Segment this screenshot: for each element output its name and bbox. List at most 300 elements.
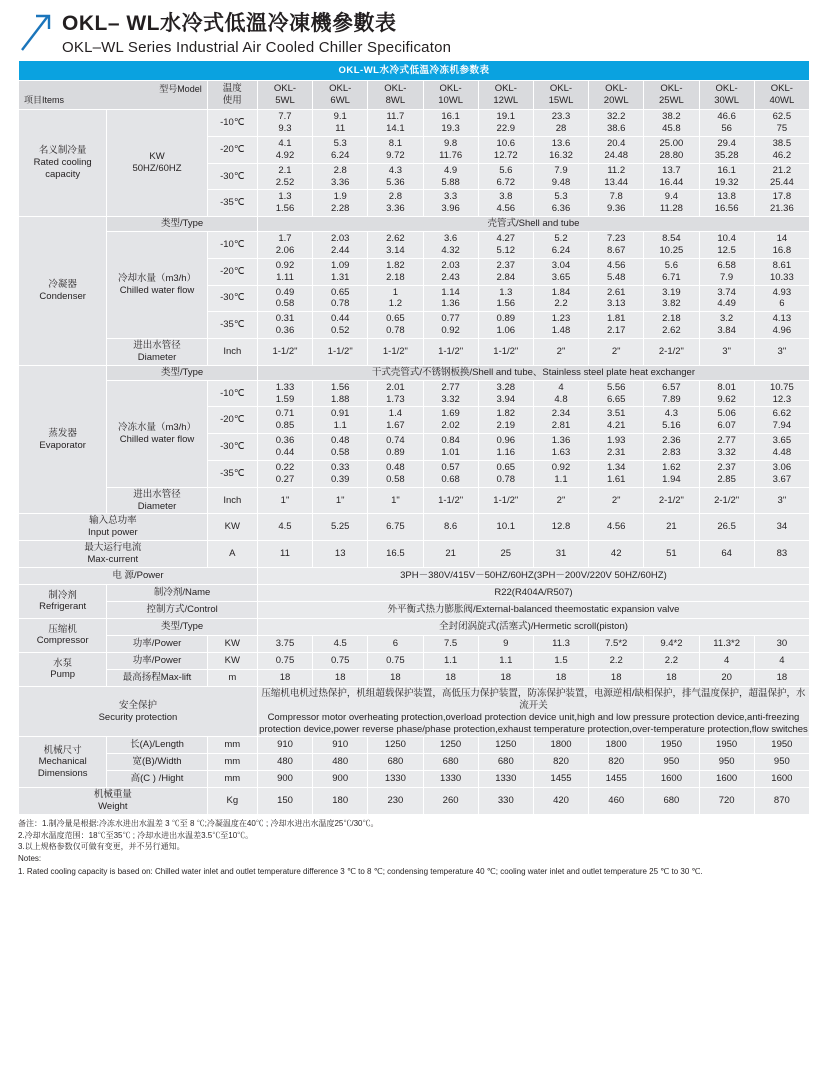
table-row <box>19 232 810 259</box>
value-cell: 32.2 38.6 <box>589 110 644 137</box>
header-model-6: OKL- 15WL <box>533 81 588 110</box>
value-cell: 3.65 4.48 <box>754 434 809 461</box>
dimension-value: 680 <box>368 754 423 771</box>
value-cell: 5.6 6.72 <box>478 163 533 190</box>
value-cell: 2.77 3.32 <box>423 380 478 407</box>
refrigerant-row-label: 制冷剂/Name <box>107 584 258 601</box>
value-cell: 5.3 6.24 <box>313 136 368 163</box>
diameter-unit: Inch <box>207 339 257 366</box>
value-cell: 1.69 2.02 <box>423 407 478 434</box>
temp-label: -20℃ <box>207 258 257 285</box>
value-cell: 1.34 1.61 <box>589 460 644 487</box>
temp-label: -20℃ <box>207 136 257 163</box>
value-cell: 10.4 12.5 <box>699 232 754 259</box>
arrow-logo-icon <box>18 10 56 54</box>
dimension-value: 1800 <box>589 737 644 754</box>
table-row <box>19 339 810 366</box>
value-cell: 0.22 0.27 <box>257 460 312 487</box>
value-cell: 0.33 0.39 <box>313 460 368 487</box>
dimension-label: 高(C ) /Hight <box>107 771 207 788</box>
value-cell: 0.71 0.85 <box>257 407 312 434</box>
dimension-value: 680 <box>478 754 533 771</box>
value-cell: 0.48 0.58 <box>313 434 368 461</box>
value-cell: 2.03 2.44 <box>313 232 368 259</box>
document-header <box>0 0 828 60</box>
value-cell: 0.36 0.44 <box>257 434 312 461</box>
dimension-label: 长(A)/Length <box>107 737 207 754</box>
section-name: 冷凝器 Condenser <box>19 217 107 366</box>
value-cell: 13.7 16.44 <box>644 163 699 190</box>
pump-lift-value: 18 <box>478 669 533 686</box>
header-model-1: OKL- 5WL <box>257 81 312 110</box>
compressor-power-value: 9.4*2 <box>644 635 699 652</box>
table-row <box>19 110 810 137</box>
value-cell: 5.56 6.65 <box>589 380 644 407</box>
diameter-value: 1-1/2" <box>423 487 478 514</box>
weight-value: 260 <box>423 788 478 815</box>
value-cell: 0.77 0.92 <box>423 312 478 339</box>
diameter-value: 1-1/2" <box>368 339 423 366</box>
weight-value: 720 <box>699 788 754 815</box>
input-power-value: 8.6 <box>423 514 478 541</box>
dimension-value: 480 <box>257 754 312 771</box>
diameter-unit: Inch <box>207 487 257 514</box>
value-cell: 0.91 1.1 <box>313 407 368 434</box>
diameter-value: 1-1/2" <box>478 339 533 366</box>
value-cell: 0.65 0.78 <box>368 312 423 339</box>
table-row <box>19 514 810 541</box>
dimension-value: 1800 <box>533 737 588 754</box>
value-cell: 2.34 2.81 <box>533 407 588 434</box>
value-cell: 62.5 75 <box>754 110 809 137</box>
compressor-power-unit: KW <box>207 635 257 652</box>
page-title-cn: OKL– WL水冷式低溫冷凍機參數表 <box>62 12 397 35</box>
value-cell: 9.8 11.76 <box>423 136 478 163</box>
table-row <box>19 584 810 601</box>
value-cell: 2.1 2.52 <box>257 163 312 190</box>
input-power-value: 34 <box>754 514 809 541</box>
temp-label: -20℃ <box>207 407 257 434</box>
dimension-value: 1455 <box>533 771 588 788</box>
value-cell: 38.2 45.8 <box>644 110 699 137</box>
value-cell: 3.06 3.67 <box>754 460 809 487</box>
temp-label: -35℃ <box>207 460 257 487</box>
pump-lift-value: 20 <box>699 669 754 686</box>
temp-label: -35℃ <box>207 312 257 339</box>
value-cell: 13.6 16.32 <box>533 136 588 163</box>
input-power-value: 4.5 <box>257 514 312 541</box>
value-cell: 3.3 3.96 <box>423 190 478 217</box>
pump-power-label: 功率/Power <box>107 652 207 669</box>
max-current-value: 11 <box>257 541 312 568</box>
dimension-value: 1600 <box>699 771 754 788</box>
value-cell: 2.01 1.73 <box>368 380 423 407</box>
refrigerant-section-name: 制冷剂 Refrigerant <box>19 584 107 618</box>
table-row <box>19 601 810 618</box>
max-current-unit: A <box>207 541 257 568</box>
input-power-unit: KW <box>207 514 257 541</box>
dimensions-section-name: 机械尺寸 Mechanical Dimensions <box>19 737 107 788</box>
value-cell: 17.8 21.36 <box>754 190 809 217</box>
value-cell: 0.49 0.58 <box>257 285 312 312</box>
type-value: 壳管式/Shell and tube <box>257 217 809 232</box>
temp-label: -10℃ <box>207 380 257 407</box>
value-cell: 3.8 4.56 <box>478 190 533 217</box>
temp-label: -30℃ <box>207 163 257 190</box>
table-row <box>19 788 810 815</box>
diameter-value: 2" <box>589 487 644 514</box>
note-line-3: 3.以上规格参数仅可做有变更，并不另行通知。 <box>18 842 185 852</box>
weight-value: 150 <box>257 788 312 815</box>
value-cell: 46.6 56 <box>699 110 754 137</box>
value-cell: 2.8 3.36 <box>313 163 368 190</box>
value-cell: 3.28 3.94 <box>478 380 533 407</box>
section-name: 名义制冷量 Rated cooling capacity <box>19 110 107 217</box>
value-cell: 4.9 5.88 <box>423 163 478 190</box>
value-cell: 9.4 11.28 <box>644 190 699 217</box>
value-cell: 7.8 9.36 <box>589 190 644 217</box>
pump-power-value: 0.75 <box>313 652 368 669</box>
value-cell: 3.74 4.49 <box>699 285 754 312</box>
value-cell: 0.84 1.01 <box>423 434 478 461</box>
input-power-value: 12.8 <box>533 514 588 541</box>
table-row <box>19 541 810 568</box>
value-cell: 2.03 2.43 <box>423 258 478 285</box>
max-current-value: 64 <box>699 541 754 568</box>
pump-power-value: 1.1 <box>478 652 533 669</box>
value-cell: 9.1 11 <box>313 110 368 137</box>
dimension-value: 480 <box>313 754 368 771</box>
header-model-8: OKL- 25WL <box>644 81 699 110</box>
table-row <box>19 61 810 81</box>
note-line-1: 备注：1.制冷量是根据:冷冻水进出水温差 3 ℃至 8 ℃;冷凝温度在40℃ ; 冷却水进出水温度25℃/30℃。 <box>18 819 379 829</box>
value-cell: 1.82 2.18 <box>368 258 423 285</box>
temp-label: -30℃ <box>207 434 257 461</box>
value-cell: 5.6 6.71 <box>644 258 699 285</box>
diameter-value: 3" <box>754 339 809 366</box>
value-cell: 5.3 6.36 <box>533 190 588 217</box>
dimension-value: 1330 <box>478 771 533 788</box>
value-cell: 1 1.2 <box>368 285 423 312</box>
value-cell: 29.4 35.28 <box>699 136 754 163</box>
band-title: OKL-WL水冷式低温冷冻机参数表 <box>19 61 810 81</box>
value-cell: 5.06 6.07 <box>699 407 754 434</box>
value-cell: 16.1 19.3 <box>423 110 478 137</box>
dimension-unit: mm <box>207 754 257 771</box>
value-cell: 1.84 2.2 <box>533 285 588 312</box>
unit-label: 冷冻水量（m3/h） Chilled water flow <box>107 380 207 487</box>
pump-lift-value: 18 <box>257 669 312 686</box>
dimension-value: 910 <box>313 737 368 754</box>
table-row <box>19 771 810 788</box>
table-row <box>19 217 810 232</box>
value-cell: 1.4 1.67 <box>368 407 423 434</box>
value-cell: 23.3 28 <box>533 110 588 137</box>
value-cell: 2.36 2.83 <box>644 434 699 461</box>
dimension-value: 1250 <box>423 737 478 754</box>
section-name: 蒸发器 Evaporator <box>19 365 107 514</box>
table-row <box>19 754 810 771</box>
table-row <box>19 737 810 754</box>
pump-lift-value: 18 <box>589 669 644 686</box>
value-cell: 4.27 5.12 <box>478 232 533 259</box>
security-text <box>257 686 809 737</box>
notes-block <box>0 815 828 877</box>
type-value: 干式壳管式/不锈钢板换/Shell and tube、Stainless steel plate heat exchanger <box>257 365 809 380</box>
pump-lift-unit: m <box>207 669 257 686</box>
table-row <box>19 487 810 514</box>
value-cell: 0.44 0.52 <box>313 312 368 339</box>
spec-table <box>18 60 810 815</box>
value-cell: 4.56 5.48 <box>589 258 644 285</box>
value-cell: 6.57 7.89 <box>644 380 699 407</box>
value-cell: 4.13 4.96 <box>754 312 809 339</box>
input-power-value: 6.75 <box>368 514 423 541</box>
value-cell: 1.62 1.94 <box>644 460 699 487</box>
value-cell: 14 16.8 <box>754 232 809 259</box>
weight-unit: Kg <box>207 788 257 815</box>
input-power-value: 5.25 <box>313 514 368 541</box>
value-cell: 2.37 2.85 <box>699 460 754 487</box>
diameter-value: 3" <box>754 487 809 514</box>
pump-power-value: 1.5 <box>533 652 588 669</box>
diameter-value: 3" <box>699 339 754 366</box>
compressor-power-value: 7.5 <box>423 635 478 652</box>
value-cell: 1.56 1.88 <box>313 380 368 407</box>
dimension-value: 900 <box>257 771 312 788</box>
dimension-value: 900 <box>313 771 368 788</box>
value-cell: 25.00 28.80 <box>644 136 699 163</box>
header-model-5: OKL- 12WL <box>478 81 533 110</box>
dimension-value: 1950 <box>699 737 754 754</box>
table-row <box>19 635 810 652</box>
value-cell: 0.48 0.58 <box>368 460 423 487</box>
dimension-unit: mm <box>207 737 257 754</box>
table-row <box>19 686 810 737</box>
refrigerant-row-value: 外平衡式热力膨胀阀/External-balanced theemostatic expansion valve <box>257 601 809 618</box>
type-label: 类型/Type <box>107 365 258 380</box>
table-row <box>19 567 810 584</box>
refrigerant-row-value: R22(R404A/R507) <box>257 584 809 601</box>
value-cell: 1.33 1.59 <box>257 380 312 407</box>
weight-label: 机械重量 Weight <box>19 788 208 815</box>
value-cell: 7.7 9.3 <box>257 110 312 137</box>
value-cell: 2.18 2.62 <box>644 312 699 339</box>
value-cell: 21.2 25.44 <box>754 163 809 190</box>
dimension-label: 宽(B)/Width <box>107 754 207 771</box>
max-current-value: 31 <box>533 541 588 568</box>
header-temp-use: 温度 使用 <box>207 81 257 110</box>
value-cell: 1.14 1.36 <box>423 285 478 312</box>
pump-lift-value: 18 <box>533 669 588 686</box>
dimension-value: 950 <box>699 754 754 771</box>
dimension-value: 1330 <box>368 771 423 788</box>
temp-label: -10℃ <box>207 232 257 259</box>
value-cell: 20.4 24.48 <box>589 136 644 163</box>
compressor-type-value: 全封闭涡旋式(活塞式)/Hermetic scroll(piston) <box>257 618 809 635</box>
note-line-2: 2.冷却水温度范围：18℃至35℃ ; 冷却水进出水温差3.5℃至10℃。 <box>18 830 254 840</box>
value-cell: 5.2 6.24 <box>533 232 588 259</box>
dimension-value: 950 <box>754 754 809 771</box>
value-cell: 4.93 6 <box>754 285 809 312</box>
dimension-value: 1330 <box>423 771 478 788</box>
diameter-value: 1-1/2" <box>478 487 533 514</box>
diameter-value: 1-1/2" <box>313 339 368 366</box>
value-cell: 2.62 3.14 <box>368 232 423 259</box>
weight-value: 870 <box>754 788 809 815</box>
pump-power-value: 1.1 <box>423 652 478 669</box>
unit-label: KW 50HZ/60HZ <box>107 110 207 217</box>
value-cell: 4.1 4.92 <box>257 136 312 163</box>
type-label: 类型/Type <box>107 217 258 232</box>
dimension-value: 1455 <box>589 771 644 788</box>
header-model-3: OKL- 8WL <box>368 81 423 110</box>
compressor-section-name: 压缩机 Compressor <box>19 618 107 652</box>
header-model-7: OKL- 20WL <box>589 81 644 110</box>
dimension-value: 680 <box>423 754 478 771</box>
value-cell: 1.09 1.31 <box>313 258 368 285</box>
value-cell: 3.51 4.21 <box>589 407 644 434</box>
value-cell: 1.23 1.48 <box>533 312 588 339</box>
power-source-label: 电 源/Power <box>19 567 258 584</box>
diameter-value: 2" <box>533 339 588 366</box>
dimension-value: 1250 <box>478 737 533 754</box>
value-cell: 11.2 13.44 <box>589 163 644 190</box>
value-cell: 6.58 7.9 <box>699 258 754 285</box>
value-cell: 16.1 19.32 <box>699 163 754 190</box>
pump-lift-value: 18 <box>644 669 699 686</box>
input-power-value: 21 <box>644 514 699 541</box>
refrigerant-row-label: 控制方式/Control <box>107 601 258 618</box>
value-cell: 3.6 4.32 <box>423 232 478 259</box>
dimension-value: 1950 <box>754 737 809 754</box>
pump-lift-value: 18 <box>313 669 368 686</box>
weight-value: 420 <box>533 788 588 815</box>
table-row <box>19 652 810 669</box>
value-cell: 1.82 2.19 <box>478 407 533 434</box>
value-cell: 1.36 1.63 <box>533 434 588 461</box>
max-current-value: 21 <box>423 541 478 568</box>
table-row <box>19 669 810 686</box>
value-cell: 4 4.8 <box>533 380 588 407</box>
value-cell: 2.77 3.32 <box>699 434 754 461</box>
notes-label: Notes: <box>18 853 42 863</box>
value-cell: 0.92 1.1 <box>533 460 588 487</box>
value-cell: 8.1 9.72 <box>368 136 423 163</box>
weight-value: 230 <box>368 788 423 815</box>
power-source-value: 3PH－380V/415V－50HZ/60HZ(3PH－200V/220V 50HZ/60HZ) <box>257 567 809 584</box>
diameter-value: 2-1/2" <box>644 339 699 366</box>
max-current-label: 最大运行电流 Max-current <box>19 541 208 568</box>
max-current-value: 83 <box>754 541 809 568</box>
value-cell: 4.3 5.16 <box>644 407 699 434</box>
security-text-en: Compressor motor overheating protection,overload protection device unit,high and low pressure protection device,anti-freezing protection device,power reverse phase/phase protection,exhaust temperature protection,over-temperature protection,flow switches <box>259 711 808 735</box>
value-cell: 3.2 3.84 <box>699 312 754 339</box>
value-cell: 0.74 0.89 <box>368 434 423 461</box>
dimension-value: 1950 <box>644 737 699 754</box>
compressor-power-value: 7.5*2 <box>589 635 644 652</box>
max-current-value: 42 <box>589 541 644 568</box>
diameter-label: 进出水管径 Diameter <box>107 487 207 514</box>
value-cell: 1.7 2.06 <box>257 232 312 259</box>
compressor-power-label: 功率/Power <box>107 635 207 652</box>
pump-power-unit: KW <box>207 652 257 669</box>
value-cell: 0.65 0.78 <box>313 285 368 312</box>
dimension-value: 1600 <box>754 771 809 788</box>
diameter-value: 2" <box>533 487 588 514</box>
security-text-cn: 压缩机电机过热保护，机组超载保护装置，高低压力保护装置，防冻保护装置，电源逆相/缺相保护，排气温度保护，超温保护，水流开关 <box>261 687 806 711</box>
note-line-4: 1. Rated cooling capacity is based on: Chilled water inlet and outlet temperature difference 3 ℃ to 8 ℃; condensing temperature 40 ℃; cooling water inlet and outlet temperature 25 ℃ to 30 ℃. <box>18 866 703 876</box>
pump-lift-value: 18 <box>754 669 809 686</box>
value-cell: 19.1 22.9 <box>478 110 533 137</box>
temp-label: -35℃ <box>207 190 257 217</box>
weight-value: 680 <box>644 788 699 815</box>
table-row <box>19 81 810 110</box>
diameter-value: 1" <box>313 487 368 514</box>
value-cell: 2.8 3.36 <box>368 190 423 217</box>
max-current-value: 16.5 <box>368 541 423 568</box>
value-cell: 10.75 12.3 <box>754 380 809 407</box>
header-model-4: OKL- 10WL <box>423 81 478 110</box>
value-cell: 3.04 3.65 <box>533 258 588 285</box>
diameter-value: 2-1/2" <box>699 487 754 514</box>
value-cell: 8.54 10.25 <box>644 232 699 259</box>
value-cell: 13.8 16.56 <box>699 190 754 217</box>
value-cell: 4.3 5.36 <box>368 163 423 190</box>
compressor-power-value: 11.3*2 <box>699 635 754 652</box>
diameter-value: 2-1/2" <box>644 487 699 514</box>
diameter-value: 1" <box>368 487 423 514</box>
value-cell: 1.3 1.56 <box>478 285 533 312</box>
dimension-value: 950 <box>644 754 699 771</box>
pump-power-value: 2.2 <box>589 652 644 669</box>
diameter-value: 2" <box>589 339 644 366</box>
value-cell: 6.62 7.94 <box>754 407 809 434</box>
value-cell: 1.9 2.28 <box>313 190 368 217</box>
value-cell: 0.31 0.36 <box>257 312 312 339</box>
compressor-power-value: 9 <box>478 635 533 652</box>
security-section-name: 安全保护 Security protection <box>19 686 258 737</box>
header-model-9: OKL- 30WL <box>699 81 754 110</box>
value-cell: 0.65 0.78 <box>478 460 533 487</box>
diameter-value: 1-1/2" <box>257 339 312 366</box>
value-cell: 38.5 46.2 <box>754 136 809 163</box>
weight-value: 460 <box>589 788 644 815</box>
dimension-value: 820 <box>533 754 588 771</box>
table-row <box>19 618 810 635</box>
pump-lift-value: 18 <box>368 669 423 686</box>
header-model-10: OKL- 40WL <box>754 81 809 110</box>
value-cell: 0.96 1.16 <box>478 434 533 461</box>
table-row <box>19 365 810 380</box>
max-current-value: 13 <box>313 541 368 568</box>
diameter-value: 1" <box>257 487 312 514</box>
value-cell: 2.37 2.84 <box>478 258 533 285</box>
header-model-2: OKL- 6WL <box>313 81 368 110</box>
max-current-value: 25 <box>478 541 533 568</box>
compressor-power-value: 6 <box>368 635 423 652</box>
input-power-value: 26.5 <box>699 514 754 541</box>
dimension-value: 820 <box>589 754 644 771</box>
spec-table-body <box>19 61 810 815</box>
max-current-value: 51 <box>644 541 699 568</box>
weight-value: 330 <box>478 788 533 815</box>
pump-power-value: 4 <box>754 652 809 669</box>
dimension-value: 1250 <box>368 737 423 754</box>
value-cell: 10.6 12.72 <box>478 136 533 163</box>
value-cell: 1.3 1.56 <box>257 190 312 217</box>
page-title-en: OKL–WL Series Industrial Air Cooled Chiller Specificaton <box>62 39 452 57</box>
